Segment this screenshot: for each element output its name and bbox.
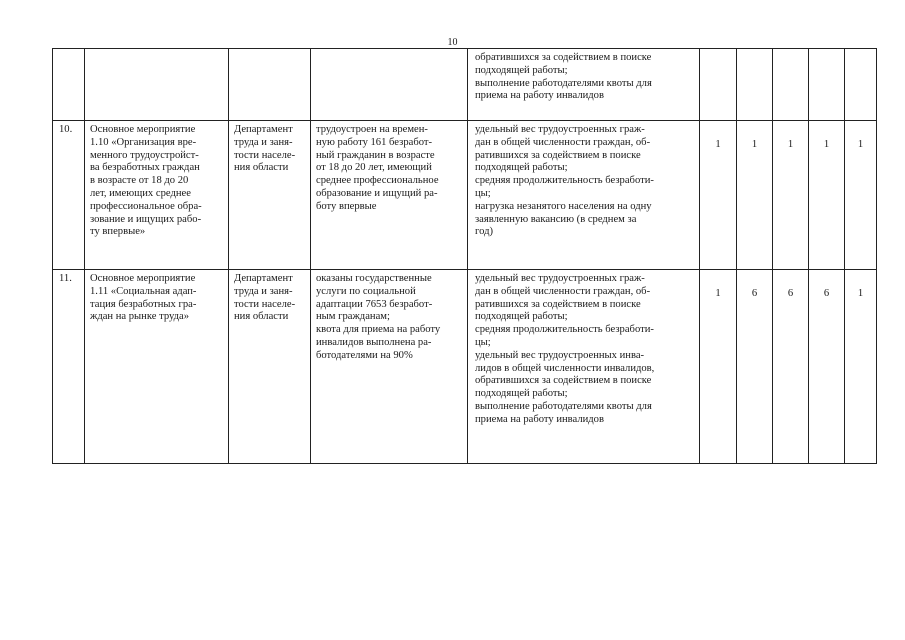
indicators-cell: удельный вес трудоустроенных граж- дан в общей численности граждан, об- ратившихся за содействием в поиске подходящей работы; средняя продолжительность безработи- цы; нагрузка незанятого населения на одну заявленную вакансию (в среднем за год)	[468, 121, 700, 270]
value-cell: 1	[845, 121, 877, 270]
value-cell: 1	[773, 121, 809, 270]
measure-cell	[85, 49, 229, 121]
executor-cell: Департамент труда и заня- тости населе- ния области	[229, 121, 311, 270]
value-cell: 1	[845, 270, 877, 464]
result-cell	[311, 49, 468, 121]
value-cell	[773, 49, 809, 121]
number-cell: 10.	[53, 121, 85, 270]
measures-table	[52, 48, 877, 464]
number-cell	[53, 49, 85, 121]
page-number: 10	[447, 37, 458, 48]
table-row-11	[53, 270, 877, 464]
value-cell	[737, 49, 773, 121]
number-cell: 11.	[53, 270, 85, 464]
indicators-cell: обратившихся за содействием в поиске подходящей работы; выполнение работодателями квоты для приема на работу инвалидов	[468, 49, 700, 121]
value-cell: 6	[773, 270, 809, 464]
value-cell: 6	[737, 270, 773, 464]
result-cell: трудоустроен на времен- ную работу 161 безработ- ный гражданин в возрасте от 18 до 20 лет, имеющий среднее профессиональное образование и ищущий ра- боту впервые	[311, 121, 468, 270]
value-cell	[809, 49, 845, 121]
table-row-10	[53, 121, 877, 270]
executor-cell: Департамент труда и заня- тости населе- ния области	[229, 270, 311, 464]
value-cell: 6	[809, 270, 845, 464]
continuation-row	[53, 49, 877, 121]
indicators-cell: удельный вес трудоустроенных граж- дан в общей численности граждан, об- ратившихся за содействием в поиске подходящей работы; средняя продолжительность безработи- цы; удельный вес трудоустроенных инва- лидов в общей численности инвалидов, обратившихся за содействием в поиске подходящей работы; выполнение работодателями квоты для приема на работу инвалидов	[468, 270, 700, 464]
measure-cell: Основное мероприятие 1.11 «Социальная адап- тация безработных гра- ждан на рынке труда»	[85, 270, 229, 464]
measure-cell: Основное мероприятие 1.10 «Организация вре- менного трудоустройст- ва безработных граждан в возрасте от 18 до 20 лет, имеющих среднее профессиональное обра- зование и ищущих рабо- ту впервые»	[85, 121, 229, 270]
value-cell: 1	[737, 121, 773, 270]
executor-cell	[229, 49, 311, 121]
result-cell: оказаны государственные услуги по социальной адаптации 7653 безработ- ным гражданам; квота для приема на работу инвалидов выполнена ра- ботодателями на 90%	[311, 270, 468, 464]
value-cell	[700, 49, 737, 121]
value-cell: 1	[700, 270, 737, 464]
value-cell: 1	[809, 121, 845, 270]
value-cell	[845, 49, 877, 121]
value-cell: 1	[700, 121, 737, 270]
